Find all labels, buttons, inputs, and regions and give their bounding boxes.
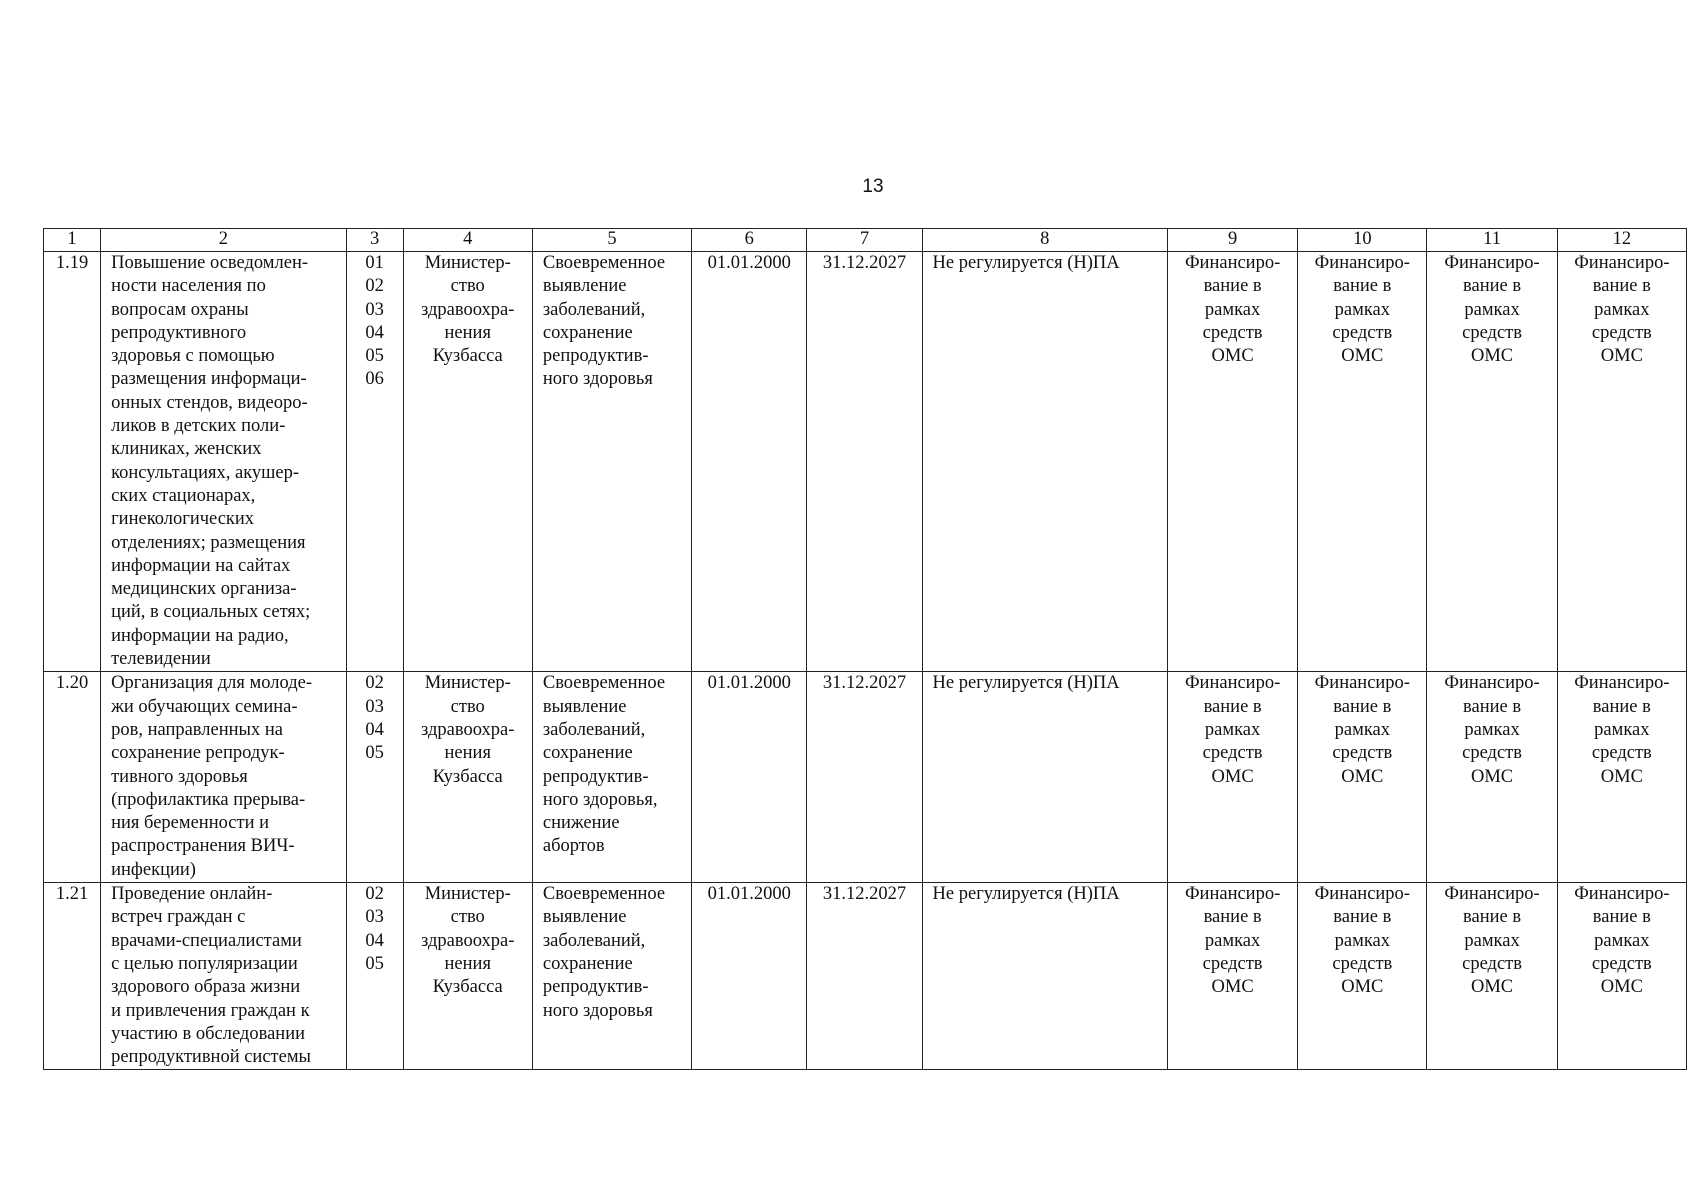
financing-line: ОМС [1211, 977, 1254, 998]
measure-title-line: ций, в социальных сетях; [111, 602, 311, 623]
regulation-cell: Не регулируется (Н)ПА [922, 883, 1167, 1070]
measure-title-line: распространения ВИЧ- [111, 836, 295, 857]
financing-line: вание в [1333, 907, 1392, 928]
measure-title-line: ликов в детских поли- [111, 416, 286, 437]
financing-cell [1298, 672, 1427, 883]
result-line: сохранение [542, 322, 633, 343]
executor-line: Министер- [424, 253, 511, 273]
financing-line: средств [1202, 743, 1263, 764]
result-line: снижение [542, 813, 620, 834]
measure-title-cell [101, 672, 346, 883]
table-row [44, 672, 1687, 883]
measure-title-line: ских стационарах, [111, 485, 256, 506]
measure-title-line: Повышение осведомлен- [111, 253, 308, 273]
financing-line: рамках [1594, 719, 1650, 740]
column-header: 9 [1167, 229, 1297, 252]
end-date-cell: 31.12.2027 [807, 252, 922, 672]
codes-cell [346, 672, 403, 883]
financing-line: вание в [1203, 907, 1262, 928]
financing-line: ОМС [1600, 766, 1643, 787]
codes-cell [346, 252, 403, 672]
financing-line: Финансиро- [1314, 884, 1410, 905]
result-line: сохранение [542, 953, 633, 974]
financing-line: средств [1462, 743, 1522, 764]
executor-line: нения [444, 743, 491, 764]
financing-line: вание в [1333, 696, 1392, 717]
executor-cell [403, 883, 532, 1070]
executor-line: нения [444, 322, 491, 343]
financing-line: Финансиро- [1184, 884, 1281, 905]
financing-line: рамках [1594, 299, 1650, 320]
column-header: 3 [346, 229, 403, 252]
financing-line: средств [1591, 743, 1652, 764]
financing-line: Финансиро- [1314, 253, 1410, 273]
executor-line: здравоохра- [421, 719, 515, 740]
result-line: абортов [542, 836, 605, 857]
financing-line: ОМС [1470, 766, 1514, 787]
financing-line: рамках [1334, 299, 1390, 320]
executor-line: ство [450, 907, 485, 928]
financing-cell [1427, 672, 1557, 883]
measure-title-line: информации на радио, [111, 625, 289, 646]
financing-cell [1167, 672, 1297, 883]
code-line: 04 [365, 930, 384, 951]
measure-title-line: ности населения по [111, 276, 266, 297]
result-line: заболеваний, [542, 719, 646, 740]
measure-title-line: с целью популяризации [111, 953, 298, 974]
end-date-cell: 31.12.2027 [807, 883, 922, 1070]
financing-cell [1167, 883, 1297, 1070]
financing-line: вание в [1463, 696, 1522, 717]
executor-line: здравоохра- [421, 299, 515, 320]
measure-title-line: информации на сайтах [111, 555, 291, 576]
executor-line: Кузбасса [432, 766, 503, 787]
measure-title-line: тивного здоровья [111, 766, 248, 787]
financing-line: Финансиро- [1444, 673, 1540, 694]
measure-title-line: Проведение онлайн- [111, 884, 273, 905]
header-row [44, 229, 1687, 252]
financing-line: ОМС [1600, 346, 1643, 367]
financing-line: ОМС [1211, 346, 1254, 367]
measure-title-line: врачами-специалистами [111, 930, 302, 951]
column-header: 8 [922, 229, 1167, 252]
financing-line: средств [1332, 953, 1393, 974]
financing-line: рамках [1464, 299, 1520, 320]
executor-line: Министер- [424, 673, 511, 694]
financing-cell [1298, 883, 1427, 1070]
regulation-cell: Не регулируется (Н)ПА [922, 672, 1167, 883]
financing-cell [1427, 883, 1557, 1070]
code-line: 03 [365, 907, 384, 928]
financing-line: рамках [1594, 930, 1650, 951]
result-line: ного здоровья, [542, 789, 658, 810]
measure-title-line: (профилактика прерыва- [111, 789, 306, 810]
measure-title-line: ров, направленных на [111, 719, 283, 740]
table-row [44, 252, 1687, 672]
row-number-cell: 1.21 [44, 883, 101, 1070]
row-number-cell: 1.19 [44, 252, 101, 672]
financing-line: ОМС [1341, 346, 1384, 367]
executor-cell [403, 672, 532, 883]
code-line: 05 [365, 346, 384, 367]
code-line: 02 [365, 276, 384, 297]
financing-line: вание в [1203, 276, 1262, 297]
result-line: сохранение [542, 743, 633, 764]
financing-line: средств [1462, 953, 1522, 974]
result-line: выявление [542, 276, 627, 297]
column-header: 6 [692, 229, 807, 252]
code-line: 04 [365, 719, 384, 740]
measure-title-line: встреч граждан с [111, 907, 246, 928]
result-line: репродуктив- [542, 766, 649, 787]
financing-line: ОМС [1470, 346, 1514, 367]
measure-title-line: отделениях; размещения [111, 532, 306, 553]
result-line: репродуктив- [542, 977, 649, 998]
column-header: 11 [1427, 229, 1557, 252]
measure-title-line: участию в обследовании [111, 1023, 306, 1044]
measure-title-line: телевидении [111, 649, 211, 670]
column-header: 5 [532, 229, 691, 252]
result-line: Своевременное [542, 253, 666, 273]
page-number: 13 [862, 176, 884, 197]
result-line: выявление [542, 696, 627, 717]
financing-line: средств [1462, 322, 1522, 343]
codes-cell [346, 883, 403, 1070]
financing-cell [1167, 252, 1297, 672]
financing-line: Финансиро- [1314, 673, 1410, 694]
measure-title-line: клиниках, женских [111, 439, 262, 460]
result-line: Своевременное [542, 673, 666, 694]
measure-title-line: медицинских организа- [111, 579, 297, 600]
code-line: 05 [365, 743, 384, 764]
column-header: 2 [101, 229, 346, 252]
executor-cell [403, 252, 532, 672]
financing-cell [1557, 252, 1686, 672]
start-date-cell: 01.01.2000 [692, 883, 807, 1070]
financing-line: средств [1332, 743, 1393, 764]
result-line: ного здоровья [542, 1000, 653, 1021]
executor-line: Министер- [424, 884, 511, 905]
measure-title-line: инфекции) [111, 859, 196, 880]
financing-line: ОМС [1341, 977, 1384, 998]
measures-table [43, 228, 1687, 1070]
measure-title-line: Организация для молоде- [111, 673, 312, 694]
financing-line: рамках [1204, 719, 1261, 740]
column-header: 1 [44, 229, 101, 252]
code-line: 06 [365, 369, 384, 390]
financing-line: ОМС [1211, 766, 1254, 787]
code-line: 03 [365, 696, 384, 717]
financing-line: Финансиро- [1184, 673, 1281, 694]
financing-cell [1298, 252, 1427, 672]
financing-line: рамках [1464, 930, 1520, 951]
measure-title-line: здорового образа жизни [111, 977, 301, 998]
financing-line: средств [1591, 953, 1652, 974]
financing-line: Финансиро- [1574, 884, 1670, 905]
result-line: заболеваний, [542, 299, 646, 320]
row-number-cell: 1.20 [44, 672, 101, 883]
financing-line: ОМС [1341, 766, 1384, 787]
executor-line: нения [444, 953, 491, 974]
financing-line: Финансиро- [1184, 253, 1281, 273]
financing-cell [1557, 672, 1686, 883]
financing-line: средств [1202, 953, 1263, 974]
column-header: 4 [403, 229, 532, 252]
column-header: 7 [807, 229, 922, 252]
financing-line: средств [1202, 322, 1263, 343]
result-cell [532, 883, 691, 1070]
financing-line: вание в [1592, 696, 1651, 717]
financing-line: вание в [1592, 276, 1651, 297]
result-cell [532, 672, 691, 883]
table-body [44, 252, 1687, 1070]
measure-title-line: размещения информаци- [111, 369, 307, 390]
column-header: 12 [1557, 229, 1686, 252]
financing-line: средств [1591, 322, 1652, 343]
code-line: 04 [365, 322, 384, 343]
financing-line: ОМС [1470, 977, 1514, 998]
measure-title-line: здоровья с помощью [111, 346, 275, 367]
table-row [44, 883, 1687, 1070]
measure-title-line: консультациях, акушер- [111, 462, 300, 483]
financing-line: средств [1332, 322, 1393, 343]
code-line: 02 [365, 884, 384, 905]
measure-title-line: вопросам охраны [111, 299, 249, 320]
measure-title-line: гинекологических [111, 509, 255, 530]
measure-title-line: онных стендов, видеоро- [111, 392, 308, 413]
code-line: 05 [365, 953, 384, 974]
financing-line: рамках [1334, 930, 1390, 951]
executor-line: здравоохра- [421, 930, 515, 951]
measure-title-line: сохранение репродук- [111, 743, 285, 764]
financing-line: Финансиро- [1574, 253, 1670, 273]
measure-title-cell [101, 252, 346, 672]
result-line: заболеваний, [542, 930, 646, 951]
financing-line: вание в [1463, 276, 1522, 297]
financing-line: рамках [1464, 719, 1520, 740]
column-header: 10 [1298, 229, 1427, 252]
financing-line: вание в [1463, 907, 1522, 928]
code-line: 02 [365, 673, 384, 694]
financing-line: вание в [1333, 276, 1392, 297]
financing-line: Финансиро- [1574, 673, 1670, 694]
measure-title-line: репродуктивного [111, 322, 247, 343]
financing-line: вание в [1203, 696, 1262, 717]
measure-title-cell [101, 883, 346, 1070]
financing-line: рамках [1204, 299, 1261, 320]
financing-line: Финансиро- [1444, 253, 1540, 273]
result-line: ного здоровья [542, 369, 653, 390]
executor-line: ство [450, 696, 485, 717]
measure-title-line: жи обучающих семина- [111, 696, 298, 717]
measure-title-line: и привлечения граждан к [111, 1000, 310, 1021]
result-line: репродуктив- [542, 346, 649, 367]
code-line: 01 [365, 253, 384, 273]
result-cell [532, 252, 691, 672]
measure-title-line: репродуктивной системы [111, 1047, 311, 1068]
measure-title-line: ния беременности и [111, 813, 270, 834]
code-line: 03 [365, 299, 384, 320]
end-date-cell: 31.12.2027 [807, 672, 922, 883]
financing-cell [1557, 883, 1686, 1070]
executor-line: ство [450, 276, 485, 297]
financing-line: Финансиро- [1444, 884, 1540, 905]
executor-line: Кузбасса [432, 346, 503, 367]
start-date-cell: 01.01.2000 [692, 672, 807, 883]
regulation-cell: Не регулируется (Н)ПА [922, 252, 1167, 672]
financing-line: рамках [1204, 930, 1261, 951]
financing-line: рамках [1334, 719, 1390, 740]
financing-cell [1427, 252, 1557, 672]
result-line: выявление [542, 907, 627, 928]
financing-line: ОМС [1600, 977, 1643, 998]
start-date-cell: 01.01.2000 [692, 252, 807, 672]
financing-line: вание в [1592, 907, 1651, 928]
result-line: Своевременное [542, 884, 666, 905]
executor-line: Кузбасса [432, 977, 503, 998]
